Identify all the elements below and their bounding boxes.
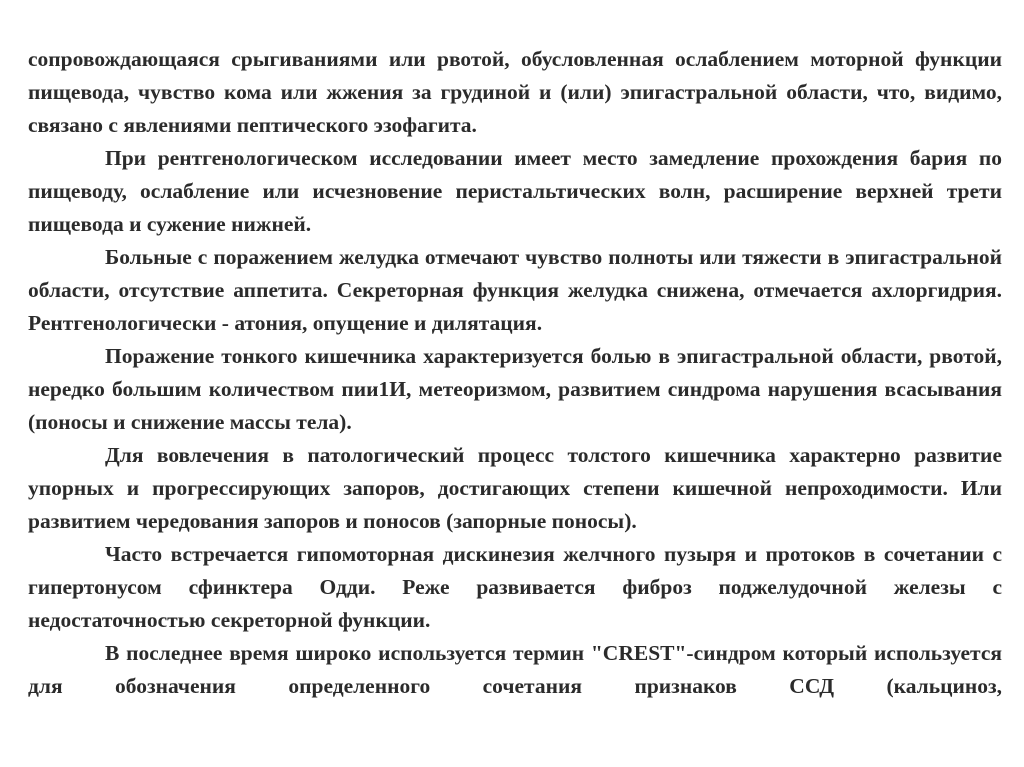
page-bottom-margin (0, 753, 1024, 767)
document-text-body (28, 43, 1002, 703)
paragraph-7: В последнее время широко используется термин "CREST"-синдром который используется для обозначения определенного сочетания признаков ССД (кальциноз, (28, 641, 1002, 698)
paragraph-4: Поражение тонкого кишечника характеризуется болью в эпигастральной области, рвотой, нередко большим количеством пии1И, метеоризмом, развитием синдрома нарушения всасывания (поносы и снижение массы тела). (28, 344, 1002, 434)
paragraph-6: Часто встречается гипомоторная дискинезия желчного пузыря и протоков в сочетании с гипертонусом сфинктера Одди. Реже развивается фиброз поджелудочной железы с недостаточностью секреторной функции. (28, 542, 1002, 632)
paragraph-3: Больные с поражением желудка отмечают чувство полноты или тяжести в эпигастральной области, отсутствие аппетита. Секреторная функция желудка снижена, отмечается ахлоргидрия. Рентгенологически - атония, опущение и дилятация. (28, 245, 1002, 335)
paragraph-1: сопровождающаяся срыгиваниями или рвотой, обусловленная ослаблением моторной функции пищевода, чувство кома или жжения за грудиной и (или) эпигастральной области, что, видимо, связано с явлениями пептического эзофагита. (28, 47, 1002, 137)
paragraph-5: Для вовлечения в патологический процесс толстого кишечника характерно развитие упорных и прогрессирующих запоров, достигающих степени кишечной непроходимости. Или развитием чередования запоров и поносов (запорные поносы). (28, 443, 1002, 533)
paragraph-2: При рентгенологическом исследовании имеет место замедление прохождения бария по пищеводу, ослабление или исчезновение перистальтических волн, расширение верхней трети пищевода и сужение нижней. (28, 146, 1002, 236)
